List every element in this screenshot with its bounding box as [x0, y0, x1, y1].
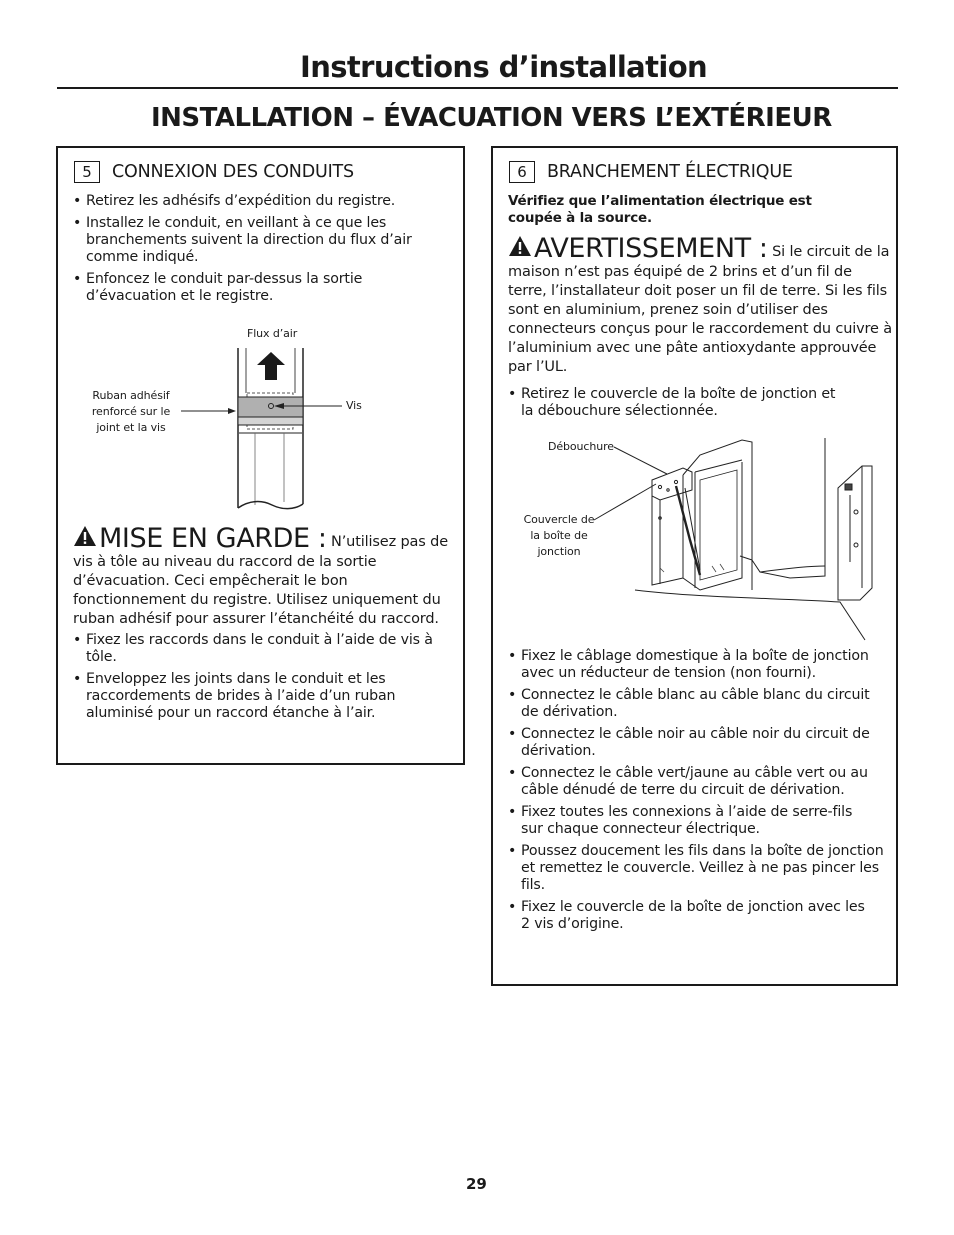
- step6-number: 6: [509, 161, 535, 183]
- step5-bullets-top: [73, 193, 453, 310]
- list-item: • Fixez le câblage domestique à la boîte de jonction avec un réducteur de tension (non fourni).: [508, 648, 880, 682]
- list-item: • Connectez le câble vert/jaune au câble vert ou au câble dénudé de terre du circuit de dérivation.: [508, 765, 880, 799]
- title-divider: [57, 87, 898, 89]
- warning-word: AVERTISSEMENT :: [534, 233, 768, 264]
- page-number: 29: [466, 1175, 487, 1193]
- screw-label: Vis: [346, 399, 362, 412]
- warning-triangle-icon: [508, 235, 532, 263]
- list-item: • Retirez les adhésifs d’expédition du registre.: [73, 193, 453, 210]
- knockout-label: Débouchure: [548, 440, 614, 453]
- list-item: • Fixez les raccords dans le conduit à l’aide de vis à tôle.: [73, 632, 443, 666]
- step6-bullets-bottom: [508, 648, 884, 938]
- page-title: Instructions d’installation: [300, 50, 708, 84]
- caution-text: N’utilisez pas de vis à tôle au niveau du raccord de la sortie d’évacuation. Ceci empêcherait le bon fonctionnement du registre. Utilisez uniquement du ruban adhésif pour assurer l’étanchéité du raccord.: [73, 534, 448, 627]
- list-item: • Enveloppez les joints dans le conduit et les raccordements de brides à l’aide d’un ruban aluminisé pour un raccord étanche à l’air.: [73, 671, 426, 722]
- warning-text: Si le circuit de la maison n’est pas équipé de 2 brins et d’un fil de terre, l’installateur doit poser un fil de terre. Si les fils sont en aluminium, prenez soin d’utiliser des connecteurs conçus pour le raccordement du cuivre à l’aluminium avec une pâte antioxydante approuvée par l’UL.: [508, 244, 892, 375]
- step5-title: CONNEXION DES CONDUITS: [112, 162, 354, 182]
- warning-triangle-icon: [73, 525, 97, 553]
- warning-block: [508, 235, 892, 377]
- list-item: • Installez le conduit, en veillant à ce que les branchements suivent la direction du flux d’air comme indiqué.: [73, 215, 436, 266]
- list-item: • Retirez le couvercle de la boîte de jonction et la débouchure sélectionnée.: [508, 386, 848, 420]
- step6-header: [509, 161, 793, 183]
- list-item: • Fixez le couvercle de la boîte de jonction avec les 2 vis d’origine.: [508, 899, 866, 933]
- step5-number: 5: [74, 161, 100, 183]
- list-item: • Connectez le câble blanc au câble blanc du circuit de dérivation.: [508, 687, 880, 721]
- airflow-label: Flux d’air: [247, 327, 298, 340]
- caution-word: MISE EN GARDE :: [99, 523, 327, 554]
- list-item: • Connectez le câble noir au câble noir du circuit de dérivation.: [508, 726, 876, 760]
- tape-label: Ruban adhésif renforcé sur le joint et la vis: [91, 389, 171, 434]
- step6-bullets-top: [508, 386, 848, 425]
- section-title: INSTALLATION – ÉVACUATION VERS L’EXTÉRIEUR: [151, 103, 832, 133]
- list-item: • Poussez doucement les fils dans la boîte de jonction et remettez le couvercle. Veillez à ne pas pincer les fils.: [508, 843, 889, 894]
- list-item: • Enfoncez le conduit par-dessus la sortie d’évacuation et le registre.: [73, 271, 396, 305]
- power-off-note: Vérifiez que l’alimentation électrique est coupée à la source.: [508, 193, 812, 226]
- step5-bullets-bottom: [73, 632, 443, 727]
- junction-cover-label: Couvercle de la boîte de jonction: [523, 513, 595, 558]
- list-item: • Fixez toutes les connexions à l’aide de serre-fils sur chaque connecteur électrique.: [508, 804, 876, 838]
- step6-title: BRANCHEMENT ÉLECTRIQUE: [547, 162, 793, 182]
- step5-header: [74, 161, 354, 183]
- caution-block: [73, 525, 451, 629]
